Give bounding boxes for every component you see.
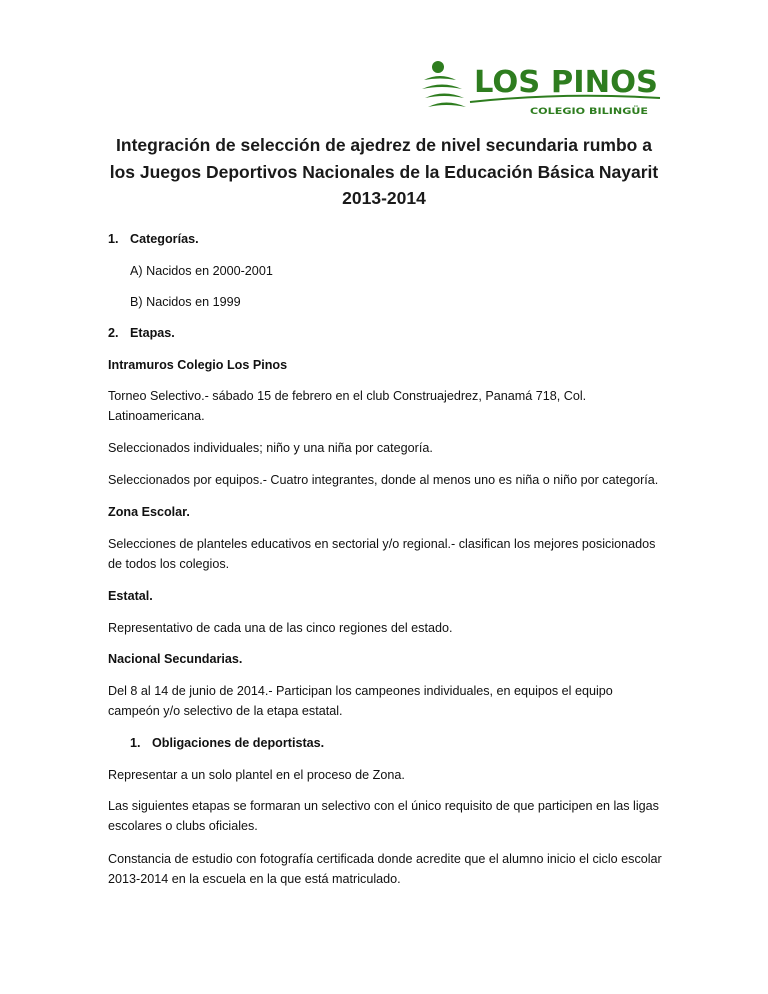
paragraph-estatal: Representativo de cada una de las cinco regiones del estado. <box>108 621 453 635</box>
category-a: A) Nacidos en 2000-2001 <box>130 264 273 278</box>
heading-text: Etapas. <box>130 326 175 340</box>
paragraph-zona: Selecciones de planteles educativos en sectorial y/o regional.- clasifican los mejores posicionados de todos los colegios. <box>108 537 656 571</box>
document-title <box>100 132 668 212</box>
title-line-1: Integración de selección de ajedrez de nivel secundaria rumbo a <box>116 135 652 155</box>
paragraph-torneo: Torneo Selectivo.- sábado 15 de febrero en el club Construajedrez, Panamá 718, Col. Latinoamericana. <box>108 389 587 423</box>
paragraph-individuales: Seleccionados individuales; niño y una niña por categoría. <box>108 441 433 455</box>
los-pinos-logo <box>422 58 662 118</box>
heading-text: Categorías. <box>130 232 199 246</box>
list-number: 1. <box>130 736 141 750</box>
logo-subtitle: COLEGIO BILINGÜE <box>530 107 626 117</box>
list-number: 2. <box>108 326 119 340</box>
logo-name: LOS PINOS <box>474 65 658 100</box>
paragraph-siguientes: Las siguientes etapas se formaran un selectivo con el único requisito de que participen en las ligas escolares o clubs oficiales. <box>108 799 659 833</box>
list-number: 1. <box>108 232 119 246</box>
heading-intramuros: Intramuros Colegio Los Pinos <box>108 358 288 372</box>
title-line-2: los Juegos Deportivos Nacionales de la Educación Básica Nayarit <box>109 161 659 182</box>
heading-zona: Zona Escolar. <box>108 505 190 519</box>
heading-text: Obligaciones de deportistas. <box>152 736 325 750</box>
paragraph-constancia: Constancia de estudio con fotografía certificada donde acredite que el alumno inicio el ciclo escolar 2013-2014 en la escuela en la que está matriculado. <box>108 852 662 886</box>
paragraph-representar: Representar a un solo plantel en el proceso de Zona. <box>108 768 405 782</box>
heading-nacional: Nacional Secundarias. <box>108 652 243 666</box>
category-b: B) Nacidos en 1999 <box>130 295 241 309</box>
heading-categorias <box>108 230 668 250</box>
title-line-3: 2013-2014 <box>342 188 426 208</box>
heading-obligaciones <box>130 734 690 754</box>
paragraph-equipos: Seleccionados por equipos.- Cuatro integrantes, donde al menos uno es niña o niño por categoría. <box>108 473 659 487</box>
heading-estatal: Estatal. <box>108 589 153 603</box>
heading-etapas <box>108 324 668 344</box>
paragraph-nacional: Del 8 al 14 de junio de 2014.- Participan los campeones individuales, en equipos el equipo campeón y/o selectivo de la etapa estatal. <box>108 684 613 718</box>
pine-tree-icon <box>422 61 466 107</box>
